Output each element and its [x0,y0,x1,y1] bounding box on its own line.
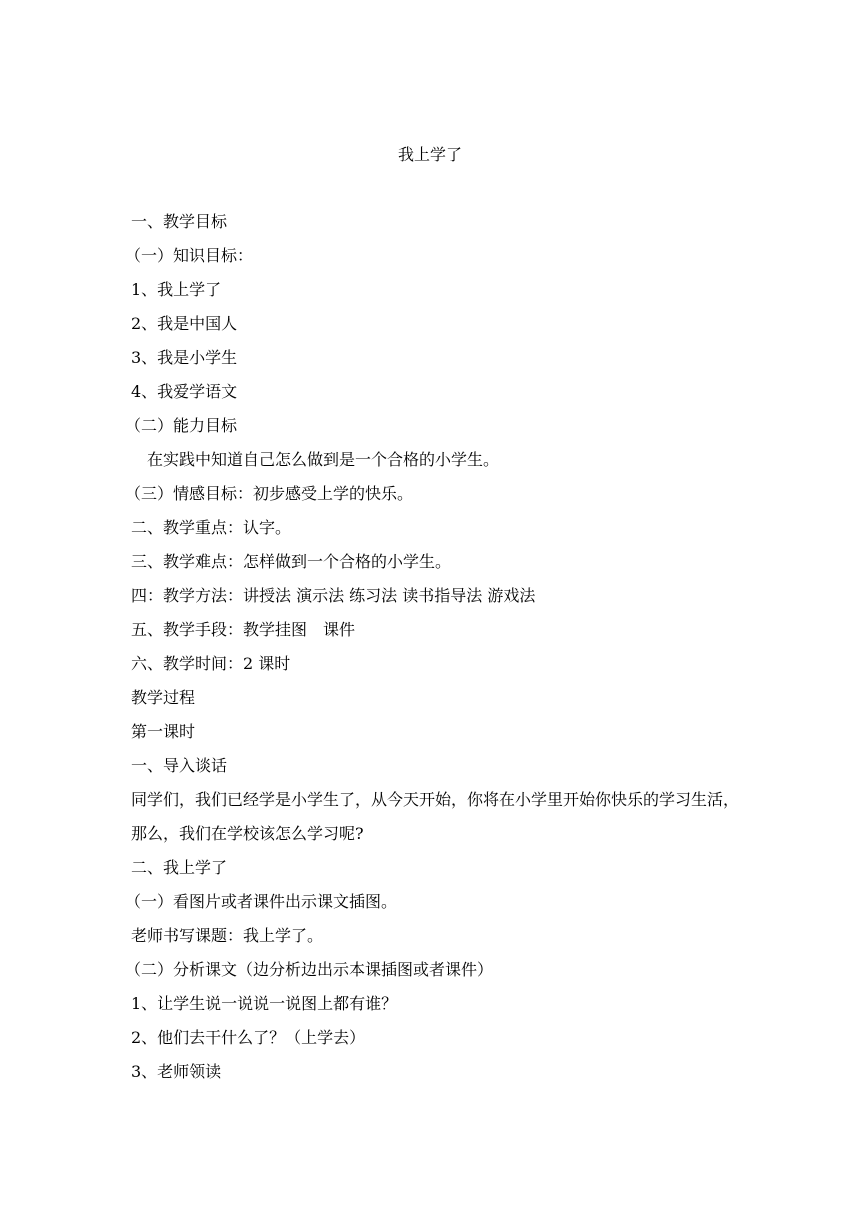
section-methods: 四：教学方法：讲授法 演示法 练习法 读书指导法 游戏法 [131,586,536,605]
subheading-emotional-goals: （三）情感目标：初步感受上学的快乐。 [125,484,414,503]
ability-goal-text: 在实践中知道自己怎么做到是一个合格的小学生。 [147,450,500,469]
list-item: 3、老师领读 [131,1062,222,1081]
section-difficulties: 三、教学难点：怎样做到一个合格的小学生。 [131,552,452,571]
section-introduction: 一、导入谈话 [131,756,228,775]
list-item: 2、我是中国人 [131,314,238,333]
step-analyze-text: （二）分析课文（边分析边出示本课插图或者课件） [125,960,494,979]
first-lesson-heading: 第一课时 [131,722,196,741]
section-i-go-to-school: 二、我上学了 [131,858,228,877]
section-heading-objectives: 一、教学目标 [131,212,228,231]
step-view-pictures: （一）看图片或者课件出示课文插图。 [125,892,398,911]
list-item: 3、我是小学生 [131,348,238,367]
step-write-title: 老师书写课题：我上学了。 [131,926,324,945]
subheading-ability-goals: （二）能力目标 [125,416,238,435]
section-means: 五、教学手段：教学挂图 课件 [131,620,356,639]
list-item: 1、我上学了 [131,280,222,299]
list-item: 1、让学生说一说说一说图上都有谁？ [131,994,398,1013]
section-time: 六、教学时间：2 课时 [131,654,291,673]
document-title: 我上学了 [397,145,462,164]
teaching-process-heading: 教学过程 [131,688,196,707]
introduction-paragraph: 同学们，我们已经学是小学生了，从今天开始，你将在小学里开始你快乐的学习生活，那么，我们在学校该怎么学习呢? [131,790,740,843]
subheading-knowledge-goals: （一）知识目标： [125,246,254,265]
section-key-points: 二、教学重点：认字。 [131,518,292,537]
list-item: 4、我爱学语文 [131,382,238,401]
document-body [125,210,751,1094]
list-item: 2、他们去干什么了？（上学去） [131,1028,366,1047]
